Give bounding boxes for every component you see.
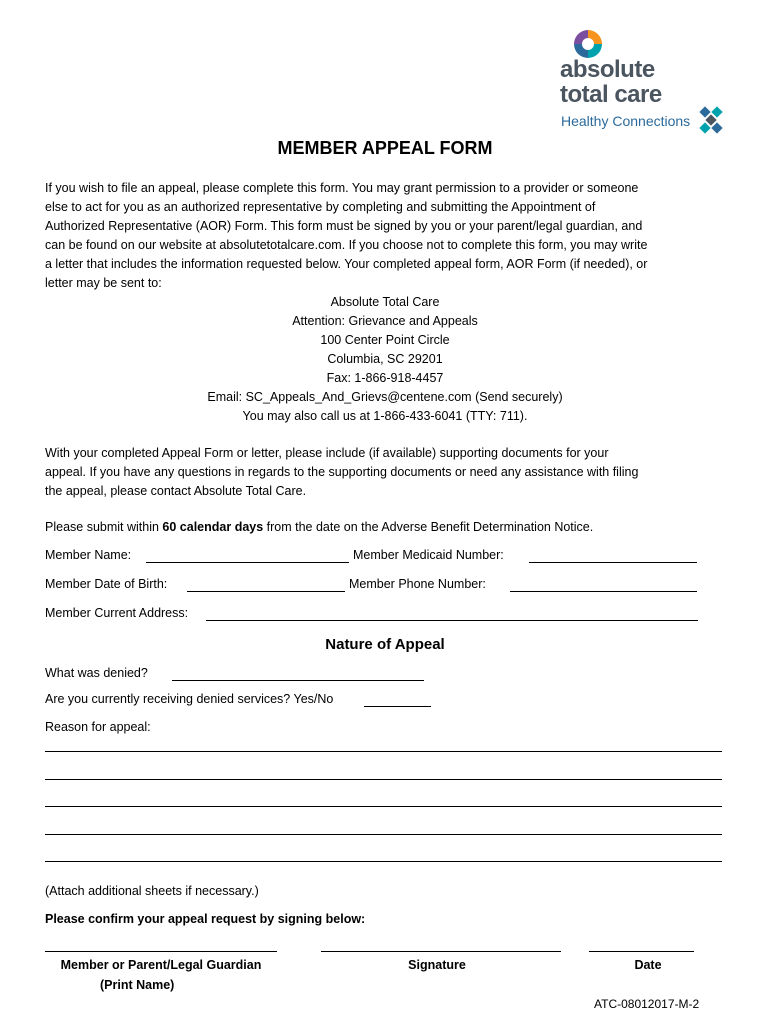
intro-line: letter may be sent to:	[45, 276, 162, 290]
intro-line: a letter that includes the information requested below. Your completed appeal form, AOR Form (if needed), or	[45, 257, 648, 271]
signature-field[interactable]	[321, 951, 561, 952]
signature-label: Signature	[408, 958, 466, 972]
receiving-services-label: Are you currently receiving denied services? Yes/No	[45, 692, 334, 706]
submit-deadline: Please submit within 60 calendar days from the date on the Adverse Benefit Determination Notice.	[45, 520, 594, 534]
address-line: Attention: Grievance and Appeals	[292, 314, 478, 328]
supporting-line: With your completed Appeal Form or letter, please include (if available) supporting documents for your	[45, 446, 609, 460]
phone-label: Member Phone Number:	[349, 577, 486, 591]
member-name-label: Member Name:	[45, 548, 132, 562]
logo-line-1: absolute	[560, 56, 655, 83]
address-line: Absolute Total Care	[330, 295, 440, 309]
medicaid-number-label: Member Medicaid Number:	[353, 548, 504, 562]
confirm-instruction: Please confirm your appeal request by signing below:	[45, 912, 366, 926]
phone-field[interactable]	[510, 591, 697, 592]
logo-line-2: total care	[560, 81, 662, 108]
receiving-services-field[interactable]	[364, 706, 431, 707]
reason-label: Reason for appeal:	[45, 720, 151, 734]
form-code: ATC-08012017-M-2	[594, 997, 700, 1011]
what-denied-label: What was denied?	[45, 666, 148, 680]
address-line: 100 Center Point Circle	[320, 333, 450, 347]
print-name-label: Member or Parent/Legal Guardian (Print Name)	[60, 958, 262, 992]
fax-line: Fax: 1-866-918-4457	[326, 371, 444, 385]
dob-label: Member Date of Birth:	[45, 577, 168, 591]
healthy-connections-x-icon	[699, 106, 723, 134]
date-label: Date	[634, 958, 662, 972]
intro-line: If you wish to file an appeal, please complete this form. You may grant permission to a provider or someone	[45, 181, 639, 195]
date-field[interactable]	[589, 951, 694, 952]
reason-line-1[interactable]	[45, 751, 722, 752]
section-heading-nature: Nature of Appeal	[325, 636, 445, 653]
intro-line: Authorized Representative (AOR) Form. This form must be signed by you or your parent/legal guardian, and	[45, 219, 643, 233]
intro-line: can be found on our website at absolutetotalcare.com. If you choose not to complete this form, you may write	[45, 238, 648, 252]
supporting-line: the appeal, please contact Absolute Total Care.	[45, 484, 307, 498]
deadline-emphasis: 60 calendar days	[162, 520, 264, 534]
attach-note: (Attach additional sheets if necessary.)	[45, 884, 259, 898]
intro-line: else to act for you as an authorized representative by completing and submitting the Appointment of	[45, 200, 596, 214]
print-name-field[interactable]	[45, 951, 277, 952]
member-name-field[interactable]	[146, 562, 349, 563]
mailing-address	[45, 293, 725, 426]
email-line: Email: SC_Appeals_And_Grievs@centene.com (Send securely)	[207, 390, 563, 404]
reason-line-4[interactable]	[45, 834, 722, 835]
page-title: MEMBER APPEAL FORM	[277, 138, 493, 158]
address-line: Columbia, SC 29201	[327, 352, 443, 366]
address-field[interactable]	[206, 620, 698, 621]
supporting-line: appeal. If you have any questions in regards to the supporting documents or need any assistance with filing	[45, 465, 639, 479]
reason-line-3[interactable]	[45, 806, 722, 807]
logo-tagline: Healthy Connections	[561, 113, 691, 129]
address-label: Member Current Address:	[45, 606, 189, 620]
medicaid-number-field[interactable]	[529, 562, 697, 563]
reason-line-2[interactable]	[45, 779, 722, 780]
what-denied-field[interactable]	[172, 680, 424, 681]
phone-line: You may also call us at 1-866-433-6041 (TTY: 711).	[242, 409, 528, 423]
reason-line-5[interactable]	[45, 861, 722, 862]
dob-field[interactable]	[187, 591, 345, 592]
